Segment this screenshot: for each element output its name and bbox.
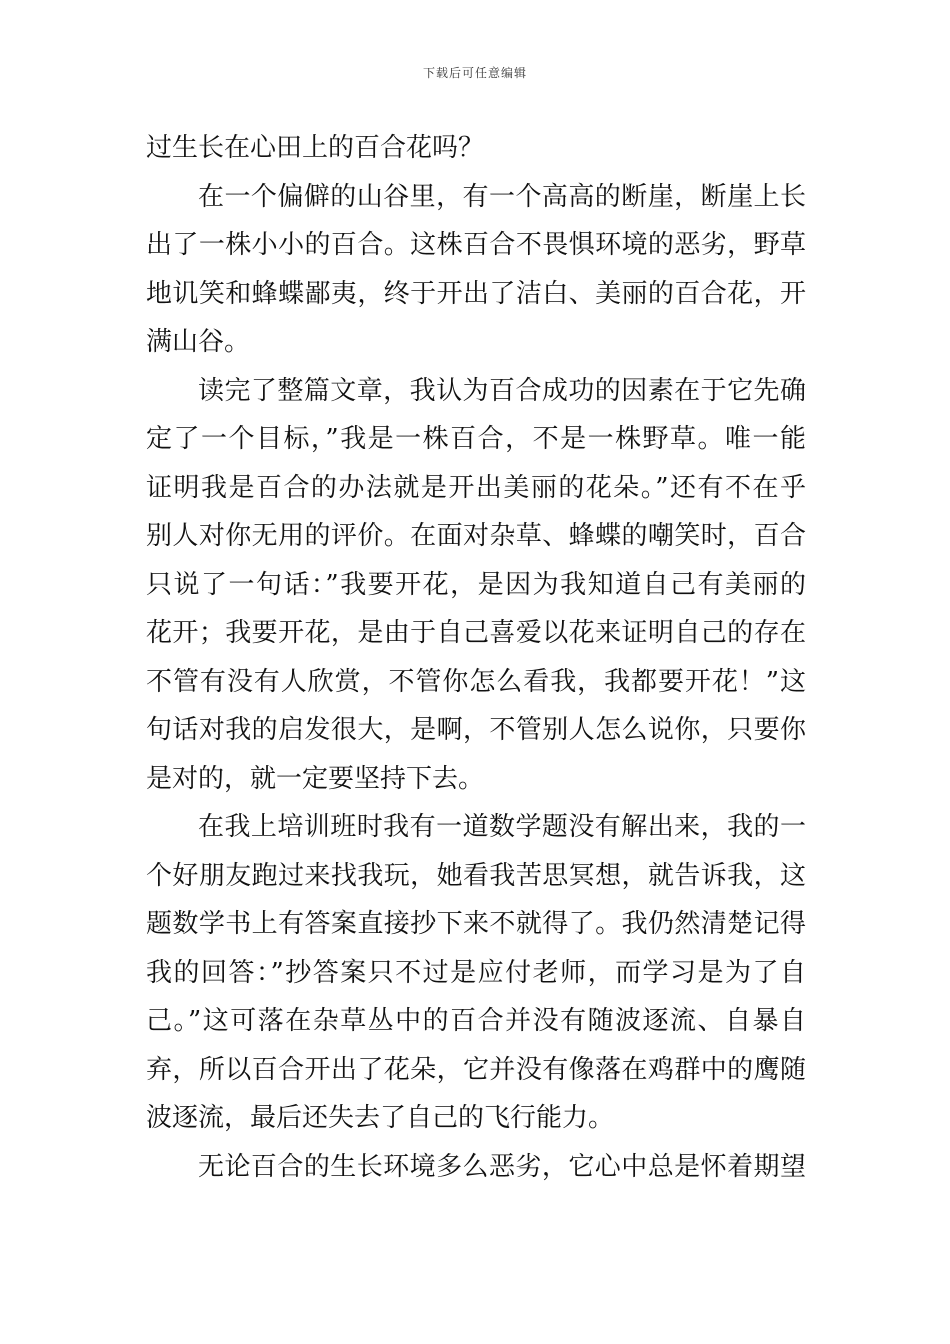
text-line: 花开；我要开花，是由于自己喜爱以花来证明自己的存在 <box>146 618 806 648</box>
text-line: 是对的，就一定要坚持下去。 <box>146 763 485 794</box>
text-line: 句话对我的启发很大，是啊，不管别人怎么说你，只要你 <box>146 715 806 745</box>
text-line: 波逐流，最后还失去了自己的飞行能力。 <box>146 1103 615 1133</box>
text-line: 地讥笑和蜂蝶鄙夷，终于开出了洁白、美丽的百合花，开 <box>146 278 806 309</box>
text-line: 只说了一句话：”我要开花，是因为我知道自己有美丽的 <box>146 569 806 600</box>
text-line: 在我上培训班时我有一道数学题没有解出来，我的一 <box>198 812 806 842</box>
text-line: 读完了整篇文章，我认为百合成功的因素在于它先确 <box>198 375 806 406</box>
text-line: 满山谷。 <box>146 327 251 357</box>
text-line: 无论百合的生长环境多么恶劣，它心中总是怀着期望 <box>198 1151 806 1182</box>
text-line: 出了一株小小的百合。这株百合不畏惧环境的恶劣，野草 <box>146 230 806 260</box>
text-line: 个好朋友跑过来找我玩，她看我苦思冥想，就告诉我，这 <box>146 860 806 891</box>
document-body <box>146 124 806 1191</box>
text-line: 过生长在心田上的百合花吗？ <box>146 133 485 163</box>
text-line: 不管有没有人欣赏，不管你怎么看我，我都要开花！”这 <box>146 666 806 697</box>
text-line: 己。”这可落在杂草丛中的百合并没有随波逐流、自暴自 <box>146 1006 806 1036</box>
text-line: 我的回答：”抄答案只不过是应付老师，而学习是为了自 <box>146 957 806 988</box>
text-line: 弃，所以百合开出了花朵，它并没有像落在鸡群中的鹰随 <box>146 1054 806 1085</box>
text-line: 定了一个目标，”我是一株百合，不是一株野草。唯一能 <box>146 424 806 454</box>
page-header: 下载后可任意编辑 <box>422 66 527 80</box>
text-line: 证明我是百合的办法就是开出美丽的花朵。”还有不在乎 <box>146 472 806 503</box>
text-line: 在一个偏僻的山谷里，有一个高高的断崖，断崖上长 <box>198 181 806 212</box>
text-line: 题数学书上有答案直接抄下来不就得了。我仍然清楚记得 <box>146 909 806 939</box>
text-line: 别人对你无用的评价。在面对杂草、蜂蝶的嘲笑时，百合 <box>146 521 806 551</box>
